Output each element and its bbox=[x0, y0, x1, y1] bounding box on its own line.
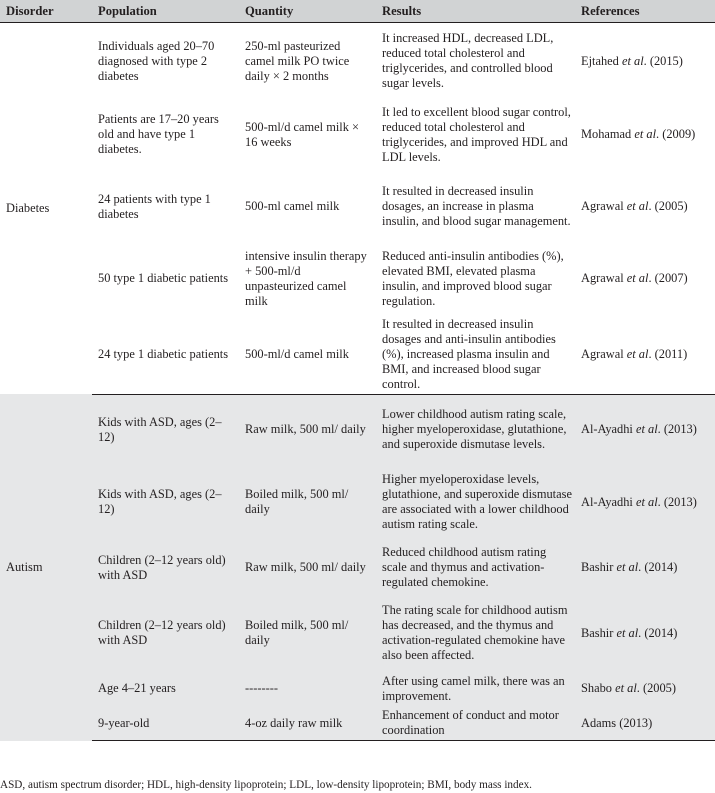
table-row bbox=[0, 315, 715, 395]
quantity-cell: Raw milk, 500 ml/ daily bbox=[239, 394, 376, 464]
header-references: References bbox=[575, 0, 715, 23]
quantity-cell: 500-ml/d camel milk × 16 weeks bbox=[239, 99, 376, 171]
reference-cell bbox=[575, 23, 715, 99]
quantity-cell: 500-ml camel milk bbox=[239, 171, 376, 243]
quantity-cell: 4-oz daily raw milk bbox=[239, 706, 376, 741]
table-row bbox=[0, 171, 715, 243]
reference-cell bbox=[575, 540, 715, 595]
population-cell: 24 type 1 diabetic patients bbox=[92, 315, 239, 395]
reference-author: Adams (2013) bbox=[581, 715, 653, 730]
results-cell: It resulted in decreased insulin dosages and anti-insulin antibodies (%), increased plasma insulin and BMI, and increased blood sugar control. bbox=[376, 315, 575, 395]
reference-et-al: et al bbox=[616, 560, 639, 574]
reference-et-al: et al bbox=[626, 199, 649, 213]
population-cell: Kids with ASD, ages (2–12) bbox=[92, 394, 239, 464]
population-cell: Children (2–12 years old) with ASD bbox=[92, 540, 239, 595]
population-cell: 50 type 1 diabetic patients bbox=[92, 243, 239, 315]
reference-author: Agrawal bbox=[581, 271, 627, 285]
quantity-cell: intensive insulin therapy + 500-ml/d unpasteurized camel milk bbox=[239, 243, 376, 315]
reference-author: Bashir bbox=[581, 560, 617, 574]
reference-author: Al-Ayadhi bbox=[581, 494, 636, 509]
header-disorder: Disorder bbox=[0, 0, 92, 23]
reference-et-al: et al bbox=[634, 127, 657, 141]
reference-year: . (2014) bbox=[638, 560, 678, 574]
results-cell: It resulted in decreased insulin dosages, an increase in plasma insulin, and blood sugar management. bbox=[376, 171, 575, 243]
results-cell: Lower childhood autism rating scale, higher myeloperoxidase, glutathione, and superoxide dismutase levels. bbox=[376, 394, 575, 464]
population-cell: Children (2–12 years old) with ASD bbox=[92, 595, 239, 671]
quantity-cell: 250-ml pasteurized camel milk PO twice daily × 2 months bbox=[239, 23, 376, 99]
quantity-cell: Boiled milk, 500 ml/ daily bbox=[239, 595, 376, 671]
reference-year: . (2014) bbox=[638, 625, 678, 640]
table-row bbox=[0, 243, 715, 315]
reference-year: . (2013) bbox=[657, 494, 697, 509]
population-cell: Age 4–21 years bbox=[92, 671, 239, 706]
table-row bbox=[0, 99, 715, 171]
header-population: Population bbox=[92, 0, 239, 23]
results-cell: It led to excellent blood sugar control, reduced total cholesterol and triglycerides, and improved HDL and LDL levels. bbox=[376, 99, 575, 171]
reference-year: . (2005) bbox=[636, 681, 676, 695]
population-cell: 9-year-old bbox=[92, 706, 239, 741]
quantity-cell: -------- bbox=[239, 671, 376, 706]
reference-author: Agrawal bbox=[581, 199, 627, 213]
reference-cell bbox=[575, 464, 715, 540]
population-cell: Patients are 17–20 years old and have type 1 diabetes. bbox=[92, 99, 239, 171]
reference-year: . (2005) bbox=[648, 199, 688, 213]
table-row bbox=[0, 464, 715, 540]
table-row bbox=[0, 671, 715, 706]
table-row bbox=[0, 706, 715, 741]
results-cell: Enhancement of conduct and motor coordination bbox=[376, 706, 575, 741]
reference-cell bbox=[575, 171, 715, 243]
results-cell: It increased HDL, decreased LDL, reduced total cholesterol and triglycerides, and controlled blood sugar levels. bbox=[376, 23, 575, 99]
reference-et-al: et al bbox=[635, 422, 658, 437]
population-cell: Kids with ASD, ages (2–12) bbox=[92, 464, 239, 540]
reference-cell bbox=[575, 595, 715, 671]
quantity-cell: Boiled milk, 500 ml/ daily bbox=[239, 464, 376, 540]
reference-author: Mohamad bbox=[581, 127, 635, 141]
header-results: Results bbox=[376, 0, 575, 23]
reference-et-al: et al bbox=[626, 271, 649, 285]
reference-et-al: et al bbox=[615, 681, 637, 695]
reference-year: . (2007) bbox=[648, 271, 688, 285]
table-row bbox=[0, 23, 715, 99]
quantity-cell: 500-ml/d camel milk bbox=[239, 315, 376, 395]
reference-author: Shabo bbox=[581, 681, 616, 695]
table-row bbox=[0, 540, 715, 595]
reference-cell bbox=[575, 671, 715, 706]
table-row bbox=[0, 595, 715, 671]
reference-year: . (2015) bbox=[643, 53, 683, 68]
results-cell: Reduced childhood autism rating scale and thymus and activation-regulated chemokine. bbox=[376, 540, 575, 595]
table-footnote: ASD, autism spectrum disorder; HDL, high-density lipoprotein; LDL, low-density lipoprotein; BMI, body mass index. bbox=[0, 779, 532, 791]
reference-author: Al-Ayadhi bbox=[581, 422, 636, 437]
reference-cell bbox=[575, 394, 715, 464]
reference-cell bbox=[575, 99, 715, 171]
disorder-cell: Autism bbox=[0, 394, 92, 741]
reference-et-al: et al bbox=[635, 494, 658, 509]
reference-et-al: et al bbox=[621, 53, 644, 68]
reference-year: . (2011) bbox=[648, 346, 688, 361]
table-row bbox=[0, 394, 715, 464]
quantity-cell: Raw milk, 500 ml/ daily bbox=[239, 540, 376, 595]
results-cell: After using camel milk, there was an improvement. bbox=[376, 671, 575, 706]
population-cell: 24 patients with type 1 diabetes bbox=[92, 171, 239, 243]
results-cell: Reduced anti-insulin antibodies (%), elevated BMI, elevated plasma insulin, and improved blood sugar regulation. bbox=[376, 243, 575, 315]
reference-author: Bashir bbox=[581, 625, 617, 640]
header-quantity: Quantity bbox=[239, 0, 376, 23]
population-cell: Individuals aged 20–70 diagnosed with type 2 diabetes bbox=[92, 23, 239, 99]
table-body bbox=[0, 23, 715, 741]
reference-cell bbox=[575, 706, 715, 741]
reference-et-al: et al bbox=[616, 625, 639, 640]
reference-year: . (2009) bbox=[656, 127, 696, 141]
results-cell: Higher myeloperoxidase levels, glutathione, and superoxide dismutase are associated with a lower childhood autism rating scale. bbox=[376, 464, 575, 540]
reference-author: Agrawal bbox=[581, 346, 627, 361]
reference-cell bbox=[575, 243, 715, 315]
reference-year: . (2013) bbox=[657, 422, 697, 437]
reference-cell bbox=[575, 315, 715, 395]
header-row bbox=[0, 0, 715, 23]
results-cell: The rating scale for childhood autism has decreased, and the thymus and activation-regulated chemokine have also been affected. bbox=[376, 595, 575, 671]
reference-author: Ejtahed bbox=[581, 53, 622, 68]
disorder-cell: Diabetes bbox=[0, 23, 92, 395]
reference-et-al: et al bbox=[626, 346, 649, 361]
